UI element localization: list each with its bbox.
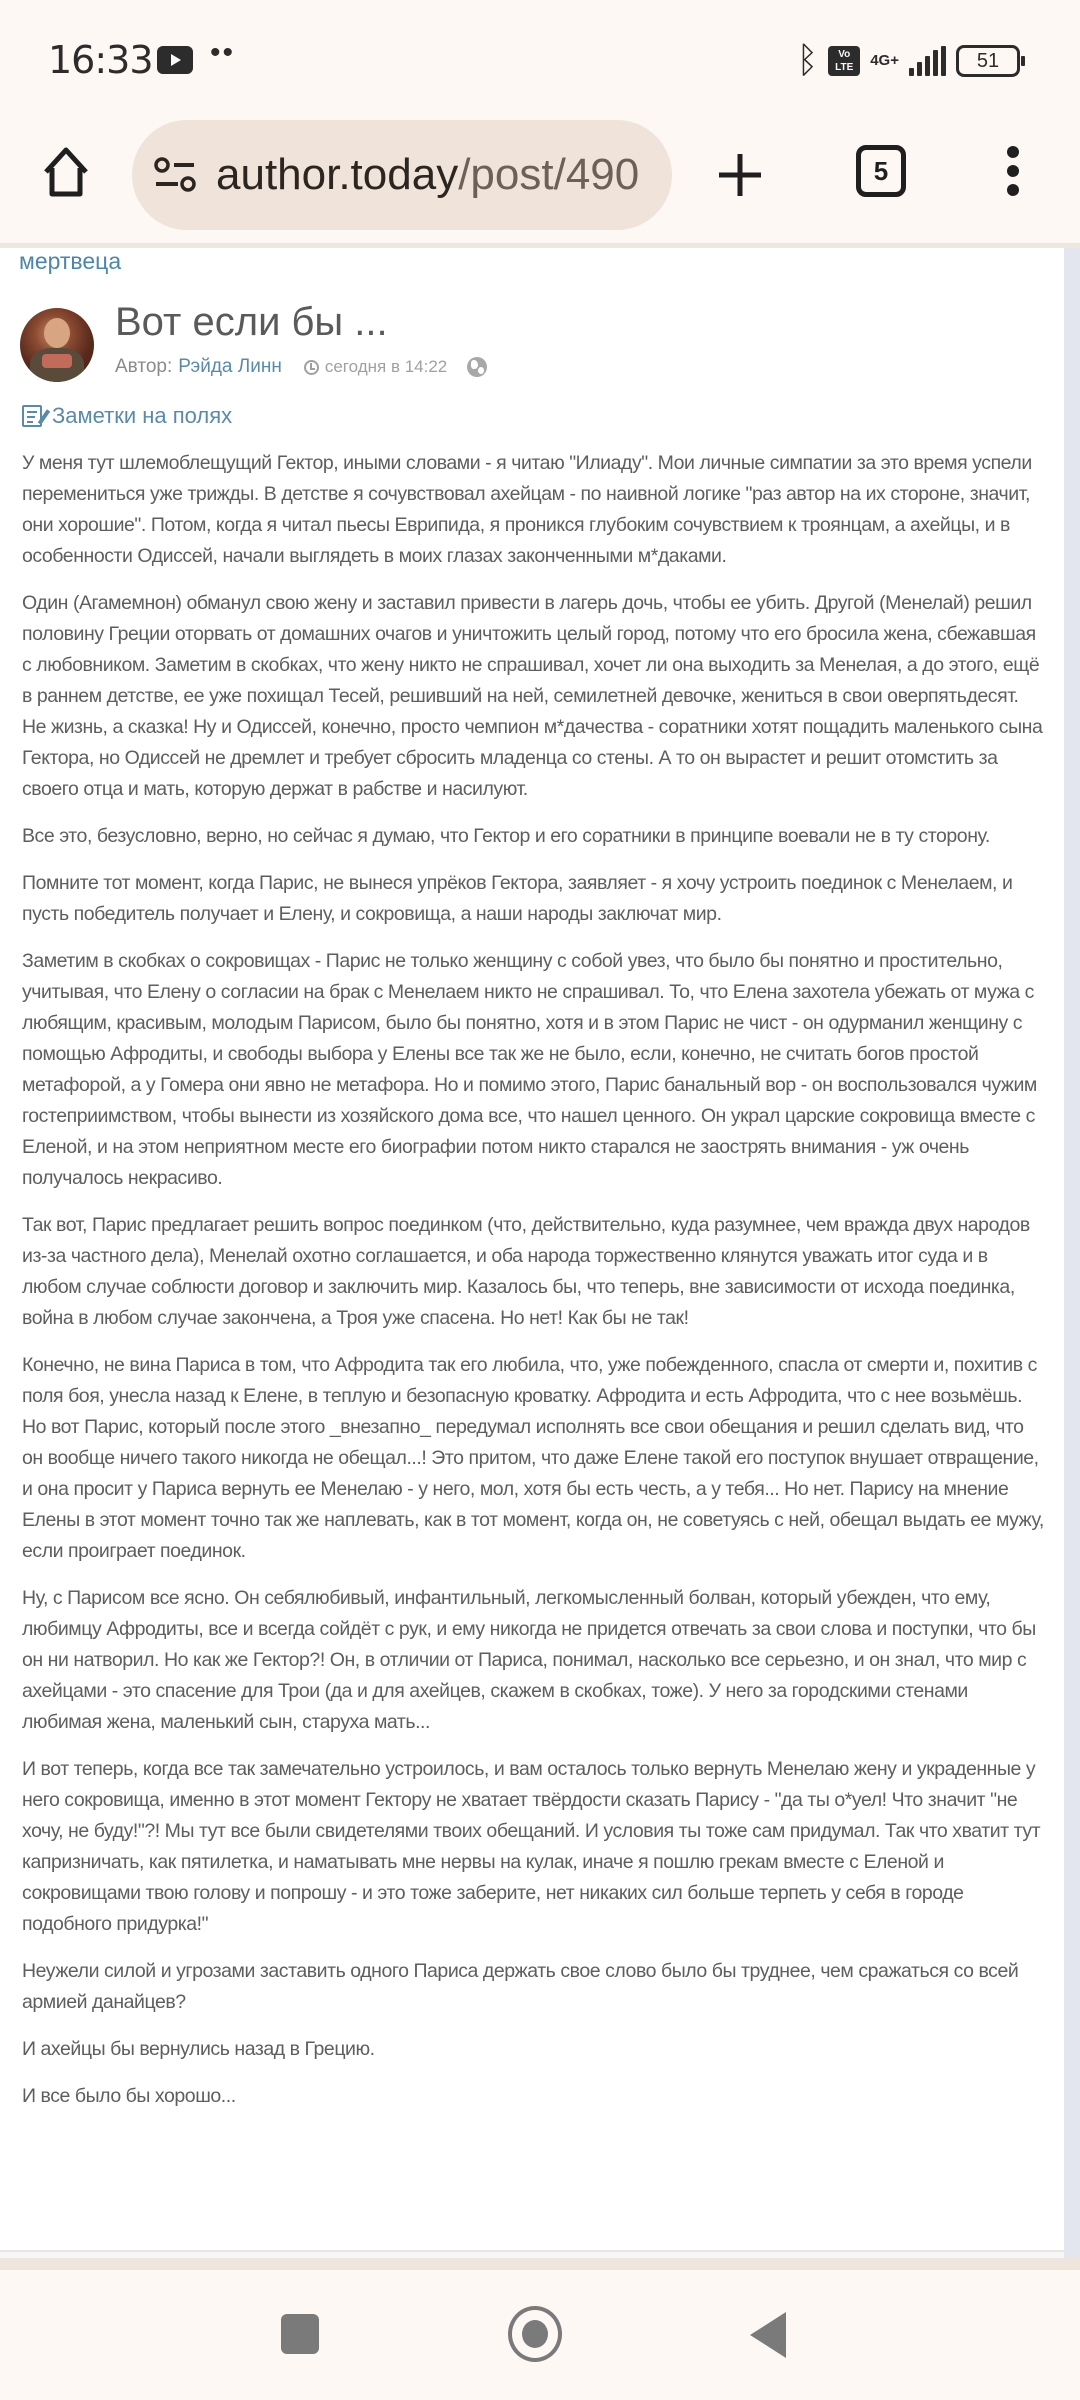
category-link[interactable] — [22, 403, 232, 429]
paragraph: И вот теперь, когда все так замечательно устроилось, и вам осталось только вернуть Менелаю жену и украденные у него сокровища, именно в этот момент Гектору не хватает твёрдости сказать Парису - "да ты о*уел! Что значит "не хочу, не буду!"?! Мы тут все были свидетелями твоих обещаний. И условия ты тоже сам придумал. Так что хватит тут капризничать, как пятилетка, и наматывать мне нервы на кулак, иначе я пошлю грекам вместе с Еленой и сокровищами твою голову и попрошу - и это тоже заберите, нет никаких сил больше терпеть у себя в городе подобного придурка!" — [22, 1758, 1041, 1935]
tune-icon[interactable] — [154, 157, 198, 193]
paragraph: Заметим в скобках о сокровищах - Парис не только женщину с собой увез, что было бы понятно и простительно, учитывая, что Елену о согласии на брак с Менелаем никто не спрашивал. То, что Елена захотела убежать от мужа с любящим, красивым, молодым Парисом, было бы понятно, хотя и в этом Парис не чист - он одурманил женщину с помощью Афродиты, и свободы выбора у Елены все так же не было, если, конечно, не считать богов простой метафорой, а у Гомера они явно не метафора. Но и помимо этого, Парис банальный вор - он воспользовался чужим гостеприимством, чтобы вынести из хозяйского дома все, что нашел ценного. Он украл царские сокровища вместе с Еленой, и на этом неприятном месте его биографии потом никто старался не заострять внимания - уж очень получалось некрасиво. — [22, 950, 1037, 1189]
nav-divider — [0, 2258, 1080, 2270]
url-bar[interactable] — [132, 120, 672, 230]
paragraph: Один (Агамемнон) обманул свою жену и заставил привести в лагерь дочь, чтобы ее убить. Другой (Менелай) решил половину Греции оторвать от домашних очагов и уничтожить целый город, потому что его бросила жена, сбежавшая с любовником. Заметим в скобках, что жену никто не спрашивал, хочет ли она выходить за Менелая, а до этого, ещё в раннем детстве, ее уже похищал Тесей, решивший на ней, семилетней девочке, жениться в свои оверпятьдесят. Не жизнь, а сказка! Ну и Одиссей, конечно, просто чемпион м*дачества - соратники хотят пощадить маленького сына Гектора, но Одиссей не дремлет и требует сбросить младенца со стены. А то он вырастет и решит отомстить за своего отца и мать, которую держат в рабстве и насилуют. — [22, 592, 1043, 800]
url-text[interactable] — [216, 150, 639, 200]
globe-icon — [467, 357, 487, 377]
paragraph: Конечно, не вина Париса в том, что Афродита так его любила, что, уже побежденного, спасла от смерти и, похитив с поля боя, унесла назад к Елене, в теплую и безопасную кроватку. Афродита и есть Афродита, что с нее возьмёшь. Но вот Парис, который после этого _внезапно_ передумал исполнять все свои обещания и решил сделать вид, что он вообще ничего такого никогда не обещал...! Это притом, что даже Елене такой его поступок внушает отвращение, и она просит у Париса вернуть ее Менелаю - у него, мол, хотя бы есть честь, а у тебя... Но нет. Парису на мнение Елены в этот момент точно так же наплевать, как в тот момент, когда он, не советуясь с ней, обещал выдать ее мужу, если проиграет поединок. — [22, 1354, 1044, 1562]
url-host: author.today — [216, 150, 459, 199]
network-type: 4G+ — [870, 52, 899, 69]
url-path: /post/490 — [458, 150, 640, 199]
page-content — [0, 248, 1064, 2258]
clock-icon — [304, 360, 319, 375]
plus-icon[interactable] — [715, 150, 765, 200]
author-label: Автор: — [115, 356, 173, 377]
post-time: сегодня в 14:22 — [324, 357, 448, 376]
back-icon[interactable] — [750, 2312, 786, 2358]
system-nav-bar — [0, 2270, 1080, 2400]
home-icon[interactable] — [36, 142, 96, 202]
youtube-notification-icon — [157, 46, 193, 74]
status-time: 16:33 — [48, 38, 153, 82]
paragraph: Так вот, Парис предлагает решить вопрос поединком (что, действительно, куда разумнее, чем вражда двух народов из-за частного дела), Менелай охотно соглашается, и оба народа торжественно клянутся уважать итог суда и в любом случае соблюсти договор и заключить мир. Казалось бы, что теперь, вне зависимости от исхода поединка, война в любом случае закончена, а Троя уже спасена. Но нет! Как бы не так! — [22, 1214, 1030, 1329]
paragraph: Все это, безусловно, верно, но сейчас я думаю, что Гектор и его соратники в принципе воевали не в ту сторону. — [22, 825, 990, 847]
tabs-button[interactable]: 5 — [856, 145, 906, 197]
browser-toolbar — [0, 120, 1080, 245]
category-label: Заметки на полях — [52, 403, 233, 428]
paragraph: Неужели силой и угрозами заставить одного Париса держать свое слово было бы труднее, чем сражаться со всей армией данайцев? — [22, 1960, 1019, 2013]
post-footer-divider — [0, 2250, 1064, 2258]
signal-icon — [909, 46, 946, 76]
status-icons — [797, 40, 1020, 81]
previous-post-link[interactable]: мертвеца — [19, 248, 122, 274]
paragraph: Помните тот момент, когда Парис, не вынеся упрёков Гектора, заявляет - я хочу устроить поединок с Менелаем, и пусть победитель получает и Елену, и сокровища, а наши народы заключат мир. — [22, 872, 1013, 925]
more-vert-icon[interactable] — [1003, 146, 1023, 202]
battery-icon: 51 — [956, 45, 1020, 77]
paragraph: И ахейцы бы вернулись назад в Грецию. — [22, 2038, 375, 2060]
more-notifications-icon: •• — [210, 36, 236, 69]
author-avatar[interactable] — [20, 308, 94, 382]
post-title: Вот если бы ... — [115, 300, 388, 344]
post-meta — [115, 356, 487, 378]
status-bar — [0, 0, 1080, 120]
scrollbar[interactable] — [1064, 248, 1080, 2258]
bluetooth-icon: ᛒ — [796, 40, 819, 81]
post-header — [20, 300, 1050, 388]
volte-icon: Vo LTE — [828, 46, 860, 76]
notes-icon — [22, 405, 42, 427]
recents-icon[interactable] — [281, 2314, 319, 2354]
paragraph: У меня тут шлемоблещущий Гектор, иными словами - я читаю "Илиаду". Мои личные симпатии за это время успели перемениться уже трижды. В детстве я сочувствовал ахейцам - по наивной логике "раз автор на их стороне, значит, они хорошие". Потом, когда я читал пьесы Еврипида, я проникся глубоким сочувствием к троянцам, а ахейцы, и в особенности Одиссей, начали выглядеть в моих глазах законченными м*даками. — [22, 452, 1032, 567]
home-circle-icon[interactable] — [508, 2306, 562, 2362]
paragraph: И все было бы хорошо... — [22, 2085, 236, 2107]
author-link[interactable]: Рэйда Линн — [178, 356, 282, 377]
post-body — [22, 448, 1044, 2128]
paragraph: Ну, с Парисом все ясно. Он себялюбивый, инфантильный, легкомысленный болван, который убежден, что ему, любимцу Афродиты, все и всегда сойдёт с рук, и ему никогда не придется отвечать за свои слова и поступки, что бы он ни натворил. Но как же Гектор?! Он, в отличии от Париса, понимал, насколько все серьезно, и он знал, что мир с ахейцами - это спасение для Трои (да и для ахейцев, скажем в скобках, тоже). У него за городскими стенами любимая жена, маленький сын, старуха мать... — [22, 1587, 1036, 1733]
